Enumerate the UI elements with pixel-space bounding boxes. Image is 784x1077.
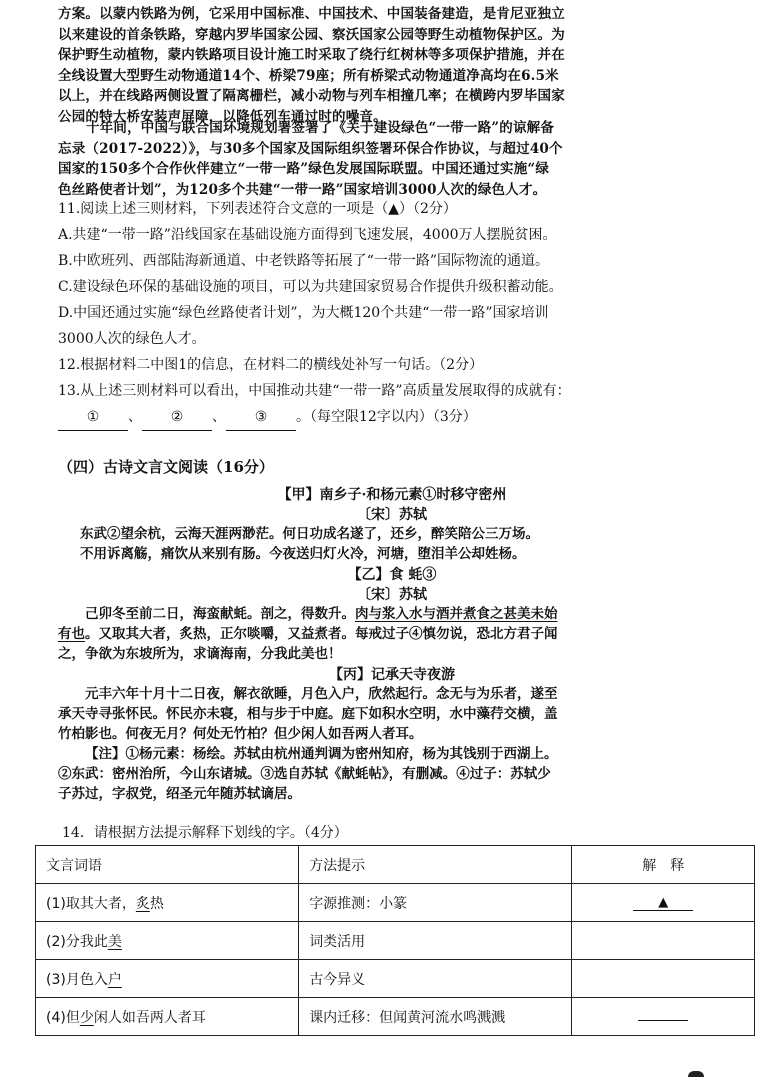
text-line: 公园的特大桥安装声屏障，以降低列车通过时的噪音。: [58, 108, 387, 125]
word-cell: [36, 884, 299, 922]
question-12: 12.根据材料二中图1的信息，在材料二的横线处补写一句话。（2分）: [58, 357, 484, 373]
text-yi-body: [58, 604, 744, 664]
header-cell: 文言词语: [36, 846, 299, 884]
text-segment: 。又取其大者，炙热，正尔啖嚼，又益煮者。每戒过子④慎勿说，恐北方君子闻: [85, 626, 558, 642]
underlined-char: 少: [79, 1009, 94, 1026]
poem-jia-author: 〔宋〕苏轼: [357, 507, 427, 523]
word-cell: [36, 960, 299, 998]
table-row: [36, 998, 755, 1036]
hint-cell: 词类活用: [299, 922, 572, 960]
text-line: 忘录（2017-2022）》，与30多个国家及国际组织签署环保合作协议，与超过40个: [58, 140, 563, 157]
hint-cell: 字源推测：小篆: [299, 884, 572, 922]
material-paragraph-2: [58, 118, 744, 200]
answer-cell[interactable]: [572, 998, 755, 1036]
word-text: 热: [149, 895, 164, 912]
text-line: 以上，并在线路两侧设置了隔离栅栏，减小动物与列车相撞几率；在横跨内罗毕国家: [58, 88, 565, 104]
note-line: ②东武：密州治所，今山东诸城。③选自苏轼《献蚝帖》，有删减。④过子：苏轼少: [58, 766, 551, 782]
hint-cell: 课内迁移：但闻黄河流水鸣溅溅: [299, 998, 572, 1036]
text-yi-author: 〔宋〕苏轼: [357, 587, 427, 603]
notes: [58, 744, 744, 804]
text-line: 方案。以蒙内铁路为例，它采用中国标准、中国技术、中国装备建造，是肯尼亚独立: [58, 6, 565, 22]
text-line: 承天寺寻张怀民。怀民亦未寝，相与步于中庭。庭下如积水空明，水中藻荇交横，盖: [58, 706, 558, 722]
answer-line: [638, 1020, 688, 1021]
text-line: 之，争欲为东坡所为，求谪海南，分我此美也！: [58, 646, 342, 662]
text-line: 竹柏影也。何夜无月？何处无竹柏？但少闲人如吾两人者耳。: [58, 726, 423, 742]
option-c: C.建设绿色环保的基础设施的项目，可以为共建国家贸易合作提供升级积蓄动能。: [58, 279, 563, 295]
page-edge-mark: [688, 1071, 704, 1077]
word-text: (1)取其大者，: [46, 895, 136, 912]
answer-cell[interactable]: [572, 884, 755, 922]
underlined-char: 户: [107, 971, 122, 988]
word-cell: [36, 922, 299, 960]
underlined-sentence: 肉与浆入水与酒并煮食之甚美未始: [355, 606, 558, 622]
text-line: 保护野生动植物，蒙内铁路项目设计施工时采取了绕行红树林等多项保护措施，并在: [58, 47, 565, 63]
answer-blank-1[interactable]: ①: [58, 404, 128, 431]
poem-line: 东武②望余杭，云海天涯两渺茫。何日功成名遂了，还乡，醉笑陪公三万场。: [80, 526, 539, 542]
text-line: 十年间，中国与联合国环境规划署签署了《关于建设绿色“一带一路”的谅解备: [86, 120, 555, 136]
word-text: (3)月色入: [46, 971, 108, 988]
text-segment: 己卯冬至前二日，海蛮献蚝。剖之，得数升。: [85, 606, 355, 622]
question-stem: 11.阅读上述三则材料，下列表述符合文意的一项是（▲）（2分）: [58, 201, 457, 217]
option-b: B.中欧班列、西部陆海新通道、中老铁路等拓展了“一带一路”国际物流的通道。: [58, 253, 550, 269]
text-yi-title: 【乙】食 蚝③: [347, 567, 437, 583]
question-11: [58, 196, 744, 431]
option-d: D.中国还通过实施“绿色丝路使者计划”，为大概120个共建“一带一路”国家培训: [58, 305, 549, 321]
option-d-cont: 3000人次的绿色人才。: [58, 331, 206, 347]
answer-blank-2[interactable]: ②: [142, 404, 212, 431]
text-line: 元丰六年十月十二日夜，解衣欲睡，月色入户，欣然起行。念无与为乐者，遂至: [85, 686, 558, 702]
question-13-blanks: ① 、 ② 、 ③ 。（每空限12字以内）（3分）: [58, 404, 744, 431]
question-14-stem: 14．请根据方法提示解释下划线的字。（4分）: [62, 825, 348, 841]
poem-line: 不用诉离觞，痛饮从来别有肠。今夜送归灯火冷，河塘，堕泪羊公却姓杨。: [80, 546, 526, 562]
header-cell: 解 释: [572, 846, 755, 884]
text-line: 全线设置大型野生动物通道14个、桥梁79座；所有桥梁式动物通道净高均在6.5米: [58, 67, 559, 84]
question-13-tail: 。（每空限12字以内）（3分）: [296, 409, 477, 425]
underlined-char: 炙: [135, 895, 150, 912]
poem-jia-body: [80, 524, 744, 564]
text-bing-title: 【丙】记承天寺夜游: [329, 667, 455, 683]
material-text-top: [58, 4, 744, 127]
answer-cell[interactable]: [572, 922, 755, 960]
table-header-row: [36, 846, 755, 884]
question-13-stem: 13.从上述三则材料可以看出，中国推动共建“一带一路”高质量发展取得的成就有：: [58, 383, 571, 399]
text-line: [58, 604, 744, 624]
option-a: A.共建“一带一路”沿线国家在基础设施方面得到飞速发展，4000万人摆脱贫困。: [58, 227, 557, 243]
underlined-sentence-end: 有也: [58, 626, 85, 642]
answer-cell[interactable]: [572, 960, 755, 998]
hint-cell: 古今异义: [299, 960, 572, 998]
section-4-title: （四）古诗文言文阅读（16分）: [58, 458, 274, 476]
word-text: (2)分我此: [46, 933, 108, 950]
triangle-marker: ▲: [633, 895, 693, 911]
note-line: 子苏过，字叔党，绍圣元年随苏轼谪居。: [58, 786, 301, 802]
word-text: (4)但: [46, 1009, 80, 1026]
text-line: 色丝路使者计划”，为120多个共建“一带一路”国家培训3000人次的绿色人才。: [58, 181, 547, 198]
question-14-table: [35, 845, 755, 1036]
text-bing-body: [58, 684, 744, 744]
word-text: 闲人如吾两人者耳: [93, 1009, 206, 1026]
word-cell: [36, 998, 299, 1036]
answer-blank-3[interactable]: ③: [226, 404, 296, 431]
underlined-char: 美: [107, 933, 122, 950]
table-row: [36, 922, 755, 960]
text-line: 国家的150多个合作伙伴建立“一带一路”绿色发展国际联盟。中国还通过实施“绿: [58, 161, 550, 177]
poem-jia-title: 【甲】南乡子·和杨元素①时移守密州: [277, 487, 507, 503]
text-line: 以来建设的首条铁路，穿越内罗毕国家公园、察沃国家公园等野生动植物保护区。为: [58, 26, 565, 43]
table-row: [36, 884, 755, 922]
header-cell: 方法提示: [299, 846, 572, 884]
text-line: [58, 624, 744, 644]
table-row: [36, 960, 755, 998]
note-line: 【注】①杨元素：杨绘。苏轼由杭州通判调为密州知府，杨为其饯别于西湖上。: [85, 746, 558, 762]
